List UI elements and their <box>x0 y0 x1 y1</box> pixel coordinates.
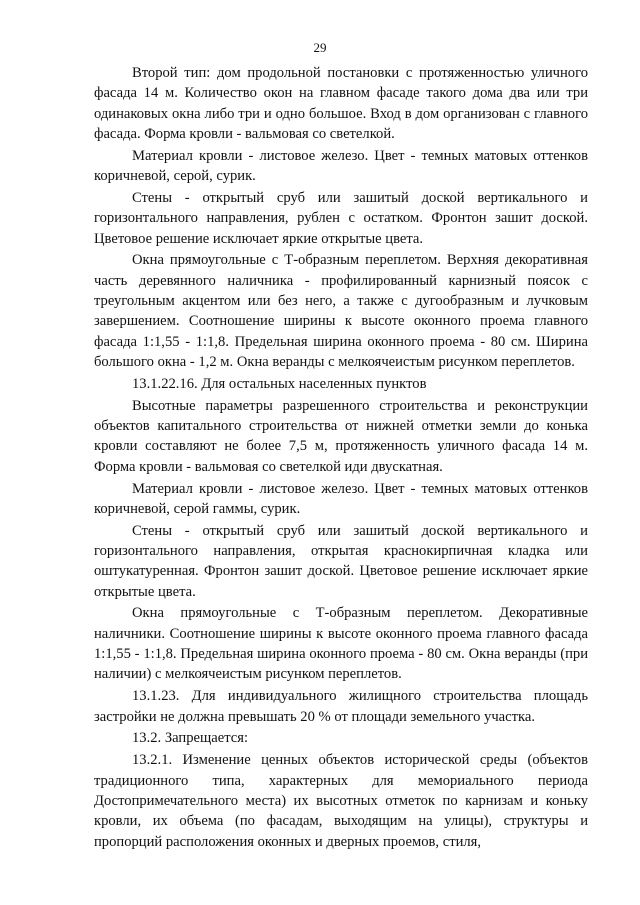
paragraph-walls: Стены - открытый сруб или зашитый доской вертикального и горизонтального направления, рублен с остатком. Фронтон зашит доской. Цветовое решение исключает яркие открытые цвета. <box>94 189 588 247</box>
paragraph-roof-material-2: Материал кровли - листовое железо. Цвет - темных матовых оттенков коричневой, серой гаммы, сурик. <box>94 480 588 517</box>
paragraph-13-2-1: 13.2.1. Изменение ценных объектов исторической среды (объектов традиционного типа, характерных для мемориального периода Достопримечательного места) их высотных отметок по карнизам и коньку кровли, их объема (по фасадам, выходящим на улицы), структуры и пропорций расположения оконных и дверных проемов, стиля, <box>94 752 588 850</box>
paragraph-13-1-23: 13.1.23. Для индивидуального жилищного строительства площадь застройки не должна превышать 20 % от площади земельного участка. <box>94 688 588 725</box>
paragraph-walls-2: Стены - открытый сруб или зашитый доской вертикального и горизонтального направления, открытая краснокирпичная кладка или оштукатуренная. Фронтон зашит доской. Цветовое решение исключает яркие открытые цвета. <box>94 522 588 600</box>
paragraph-height-params: Высотные параметры разрешенного строительства и реконструкции объектов капитального строительства от нижней отметки земли до конька кровли составляют не более 7,5 м, протяженность уличного фасада 14 м. Форма кровли - вальмовая со светелкой иди двускатная. <box>94 397 588 475</box>
paragraph-second-type: Второй тип: дом продольной постановки с протяженностью уличного фасада 14 м. Количество окон на главном фасаде такого дома два или три одинаковых окна либо три и одно большое. Вход в дом организован с главного фасада. Форма кровли - вальмовая со светелкой. <box>94 65 588 142</box>
paragraph-roof-material: Материал кровли - листовое железо. Цвет - темных матовых оттенков коричневой, серой, сурик. <box>94 147 588 185</box>
section-heading-13-2: 13.2. Запрещается: <box>132 730 249 747</box>
page-number: 29 <box>313 40 327 55</box>
paragraph-windows: Окна прямоугольные с Т-образным переплетом. Верхняя декоративная часть деревянного наличника - профилированный карнизный поясок с треугольным акцентом или без него, а также с дугообразным и лучковым завершением. Соотношение ширины к высоте оконного проема главного фасада 1:1,55 - 1:1,8. Предельная ширина оконного проема - 80 см. Ширина большого окна - 1,2 м. Окна веранды с мелкоячеистым рисунком переплетов. <box>94 252 588 370</box>
section-heading-13-1-22-16: 13.1.22.16. Для остальных населенных пунктов <box>132 375 427 392</box>
paragraph-windows-2: Окна прямоугольные с Т-образным переплетом. Декоративные наличники. Соотношение ширины к высоте оконного проема главного фасада 1:1,55 - 1:1,8. Предельная ширина оконного проема - 80 см. Окна веранды (при наличии) с мелкоячеистым рисунком переплетов. <box>94 605 588 683</box>
document-body <box>94 63 588 853</box>
